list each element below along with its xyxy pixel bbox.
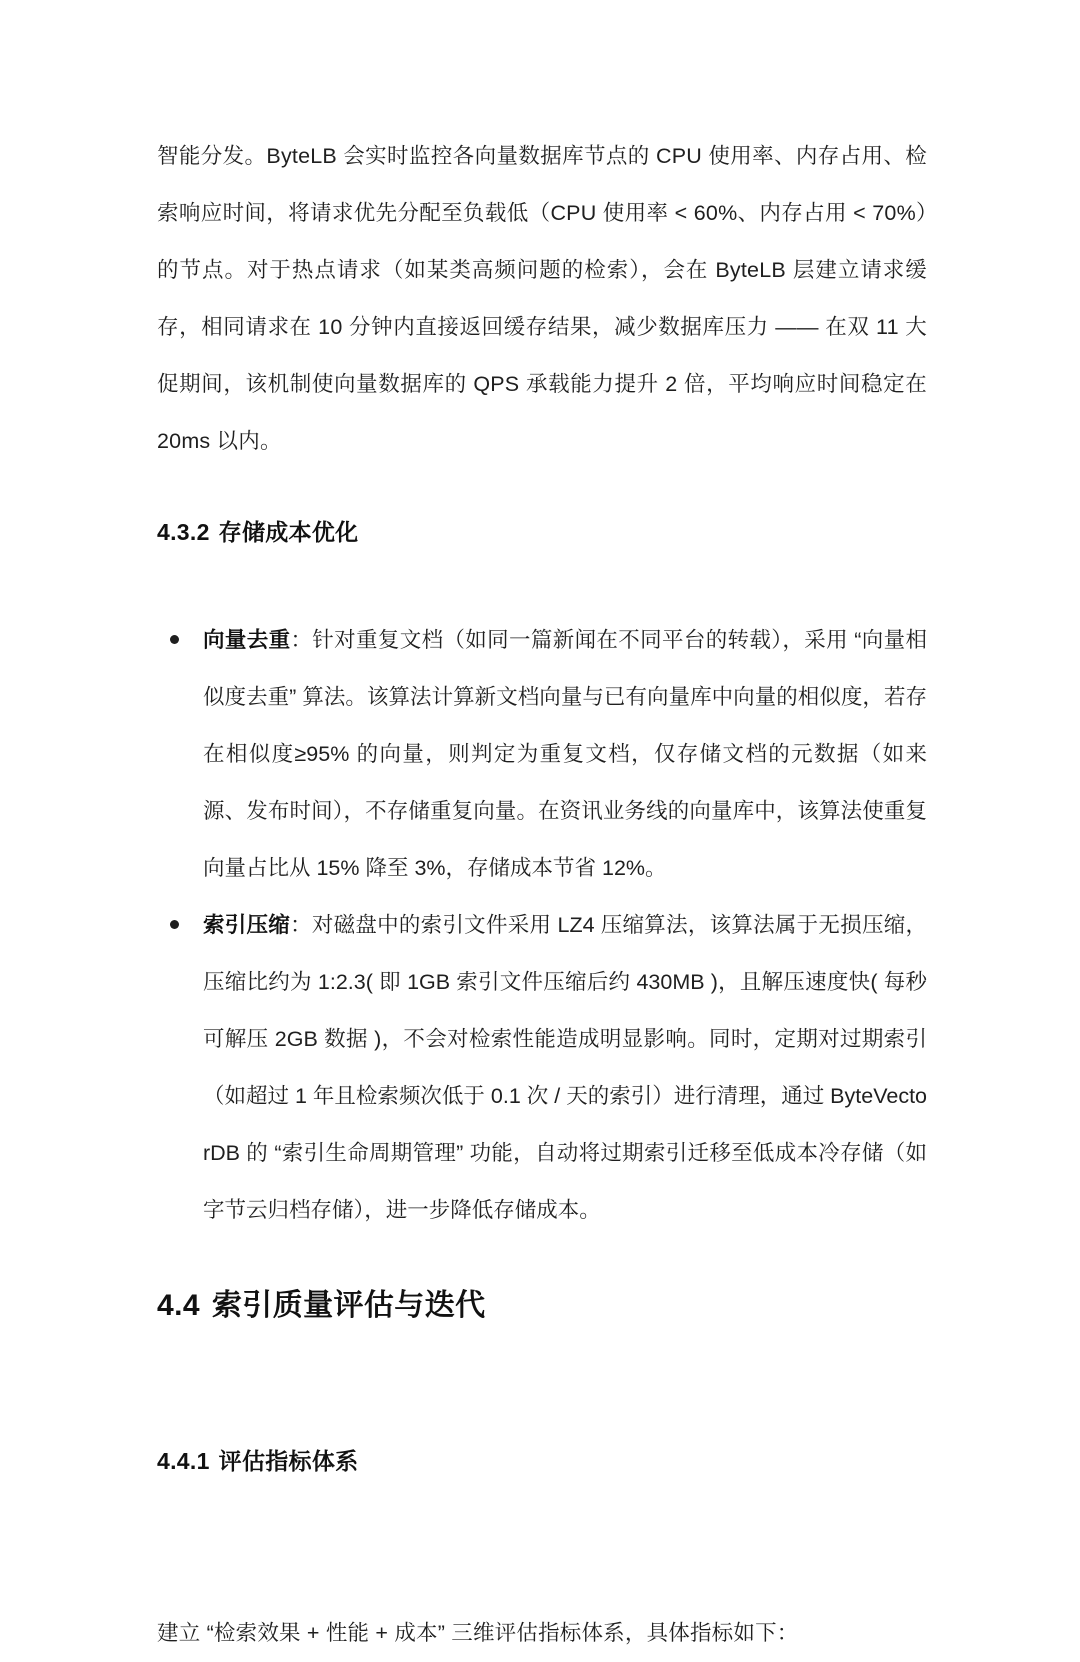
heading-4-4-1: [157, 1441, 927, 1481]
list-item: [157, 897, 927, 1239]
heading-4-4-title: 索引质量评估与迭代: [211, 1289, 486, 1322]
spacer: [157, 552, 927, 612]
heading-4-3-2-title: 存储成本优化: [218, 519, 359, 545]
bullet-dot-icon: [170, 635, 179, 644]
storage-optimization-list: [157, 612, 927, 1239]
paragraph-evaluation-intro: 建立 “检索效果 + 性能 + 成本” 三维评估指标体系，具体指标如下：: [157, 1621, 799, 1645]
heading-4-4: [157, 1283, 927, 1329]
heading-4-3-2-number: 4.3.2: [157, 519, 210, 545]
spacer: [157, 1385, 927, 1441]
spacer: [157, 1329, 927, 1385]
list-item: [157, 612, 927, 897]
document-content: [157, 128, 927, 1662]
spacer: [157, 1239, 927, 1283]
spacer: [157, 470, 927, 512]
heading-4-3-2: [157, 512, 927, 552]
list-item-term: 向量去重: [203, 628, 291, 652]
spacer: [157, 1481, 927, 1543]
heading-4-4-number: 4.4: [157, 1289, 200, 1322]
bullet-dot-icon: [170, 920, 179, 929]
heading-4-4-1-title: 评估指标体系: [218, 1448, 359, 1474]
list-item-text: ：针对重复文档（如同一篇新闻在不同平台的转载），采用 “向量相似度去重” 算法。该算法计算新文档向量与已有向量库中向量的相似度，若存在相似度≥95% 的向量，则判定为重复文档，仅存储文档的元数据（如来源、发布时间），不存储重复向量。在资讯业务线的向量库中，该算法使重复向量占比从 15% 降至 3%，存储成本节省 12%。: [203, 628, 927, 880]
list-item-text: ：对磁盘中的索引文件采用 LZ4 压缩算法，该算法属于无损压缩，压缩比约为 1:2.3( 即 1GB 索引文件压缩后约 430MB )，且解压速度快( 每秒可解压 2GB 数据 )，不会对检索性能造成明显影响。同时，定期对过期索引（如超过 1 年且检索频次低于 0.1 次 / 天的索引）进行清理，通过 ByteVectorDB 的 “索引生命周期管理” 功能，自动将过期索引迁移至低成本冷存储（如字节云归档存储），进一步降低存储成本。: [203, 913, 927, 1222]
spacer: [157, 1543, 927, 1605]
list-item-term: 索引压缩: [203, 913, 291, 937]
heading-4-4-1-number: 4.4.1: [157, 1448, 210, 1474]
paragraph-bytelb-dispatch: 智能分发。ByteLB 会实时监控各向量数据库节点的 CPU 使用率、内存占用、检索响应时间，将请求优先分配至负载低（CPU 使用率 < 60%、内存占用 < 70%）的节点。对于热点请求（如某类高频问题的检索），会在 ByteLB 层建立请求缓存，相同请求在 10 分钟内直接返回缓存结果，减少数据库压力 —— 在双 11 大促期间，该机制使向量数据库的 QPS 承载能力提升 2 倍，平均响应时间稳定在 20ms 以内。: [157, 144, 927, 453]
